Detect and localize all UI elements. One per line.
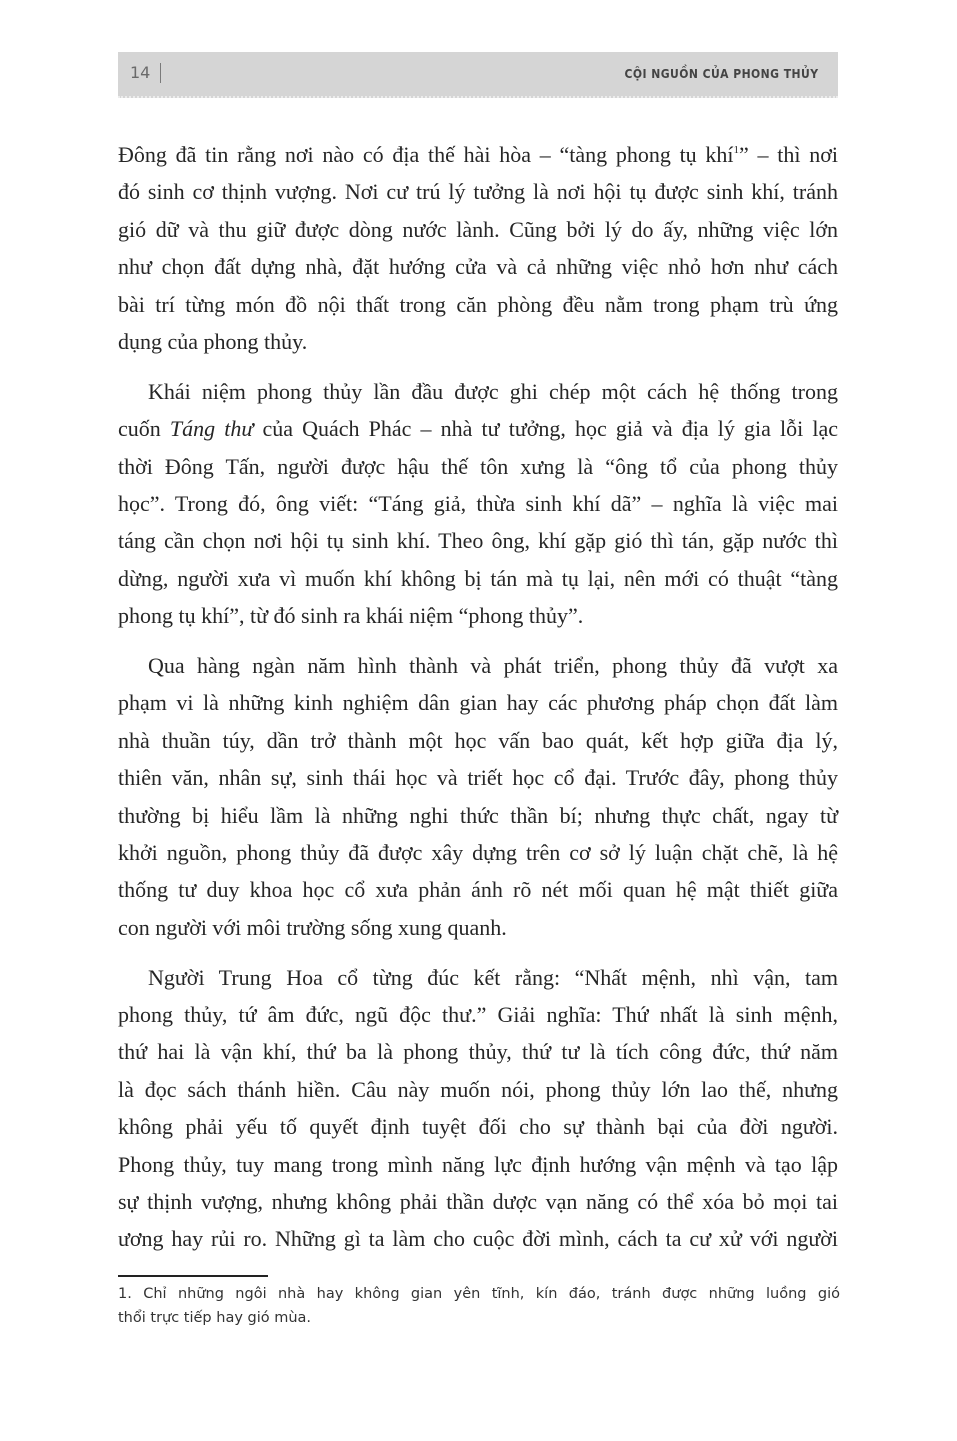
- text-line: thiên văn, nhân sự, sinh thái học và triết học cổ đại. Trước đây, phong thủy: [118, 765, 838, 791]
- book-title-italic: Táng thư: [169, 416, 254, 442]
- text-line: không phải yếu tố quyết định tuyệt đối cho sự thành bại của đời người.: [118, 1114, 838, 1140]
- header-divider: [160, 63, 161, 83]
- text-line: dụng của phong thủy.: [118, 328, 308, 354]
- footnote-line: 1. Chỉ những ngôi nhà hay không gian yên tĩnh, kín đáo, tránh được những luồng gió: [118, 1286, 840, 1302]
- body-text: [118, 136, 838, 1270]
- text-line: thứ hai là vận khí, thứ ba là phong thủy, thứ tư là tích công đức, thứ năm: [118, 1039, 838, 1065]
- footnote-reference: 1: [733, 144, 740, 156]
- text-line: táng cần chọn nơi hội tụ sinh khí. Theo ông, khí gặp gió thì tán, gặp nước thì: [118, 528, 838, 554]
- text-line: [118, 136, 838, 173]
- text-segment: ” – thì nơi: [739, 142, 838, 167]
- text-line: Người Trung Hoa cổ từng đúc kết rằng: “Nhất mệnh, nhì vận, tam: [148, 964, 838, 990]
- text-line: học”. Trong đó, ông viết: “Táng giả, thừa sinh khí dã” – nghĩa là việc mai: [118, 491, 838, 517]
- running-title: CỘI NGUỒN CỦA PHONG THỦY: [624, 67, 818, 81]
- text-segment: Đông đã tin rằng nơi nào có địa thế hài hòa – “tàng phong tụ khí: [118, 142, 734, 167]
- text-line: thời Đông Tấn, người được hậu thế tôn xưng là “ông tổ của phong thủy: [118, 453, 838, 479]
- text-line: con người với môi trường sống xung quanh.: [118, 914, 507, 940]
- text-segment: cuốn: [118, 416, 170, 442]
- paragraph: [118, 959, 838, 1258]
- text-line: [118, 410, 838, 447]
- text-line: bài trí từng món đồ nội thất trong căn phòng đều nằm trong phạm trù ứng: [118, 291, 838, 317]
- paragraph: [118, 136, 838, 360]
- page-number: 14: [130, 63, 151, 82]
- running-header: [118, 52, 838, 98]
- footnote-rule: [118, 1275, 268, 1277]
- text-line: khởi nguồn, phong thủy đã được xây dựng trên cơ sở lý luận chặt chẽ, là hệ: [118, 840, 838, 866]
- text-line: nhà thuần túy, dần trở thành một học vấn bao quát, kết hợp giữa địa lý,: [118, 727, 838, 753]
- text-line: thống tư duy khoa học cổ xưa phản ánh rõ nét mối quan hệ mật thiết giữa: [118, 877, 838, 903]
- text-line: phong tụ khí”, từ đó sinh ra khái niệm “phong thủy”.: [118, 603, 584, 629]
- text-line: thường bị hiểu lầm là những nghi thức thần bí; nhưng thực chất, ngay từ: [118, 802, 838, 828]
- text-line: phong thủy, tứ âm đức, ngũ độc thư.” Giải nghĩa: Thứ nhất là sinh mệnh,: [118, 1002, 838, 1028]
- text-line: là đọc sách thánh hiền. Câu này muốn nói, phong thủy lớn lao thế, nhưng: [118, 1076, 838, 1102]
- footnote: [118, 1282, 840, 1330]
- text-line: dừng, người xưa vì muốn khí không bị tán mà tụ lại, nên mới có thuật “tàng: [118, 565, 838, 591]
- paragraph: [118, 647, 838, 946]
- text-line: Qua hàng ngàn năm hình thành và phát triển, phong thủy đã vượt xa: [148, 653, 838, 679]
- footnote-line: thổi trực tiếp hay gió mùa.: [118, 1310, 312, 1326]
- text-line: ương hay rủi ro. Những gì ta làm cho cuộc đời mình, cách ta cư xử với người: [118, 1226, 838, 1252]
- paragraph: [118, 373, 838, 635]
- text-line: gió dữ và thu giữ được dòng nước lành. Cũng bởi lý do ấy, những việc lớn: [118, 216, 838, 242]
- text-line: Phong thủy, tuy mang trong mình năng lực định hướng vận mệnh và tạo lập: [118, 1151, 838, 1177]
- text-line: đó sinh cơ thịnh vượng. Nơi cư trú lý tưởng là nơi hội tụ được sinh khí, tránh: [118, 179, 838, 205]
- text-line: Khái niệm phong thủy lần đầu được ghi chép một cách hệ thống trong: [148, 378, 838, 404]
- text-line: phạm vi là những kinh nghiệm dân gian hay các phương pháp chọn đất làm: [118, 690, 838, 716]
- text-line: sự thịnh vượng, nhưng không phải thần dược vạn năng có thể xóa bỏ mọi tai: [118, 1189, 838, 1215]
- text-segment: của Quách Phác – nhà tư tưởng, học giả và địa lý gia lỗi lạc: [253, 416, 838, 442]
- text-line: như chọn đất dựng nhà, đặt hướng cửa và cả những việc nhỏ hơn như cách: [118, 254, 838, 280]
